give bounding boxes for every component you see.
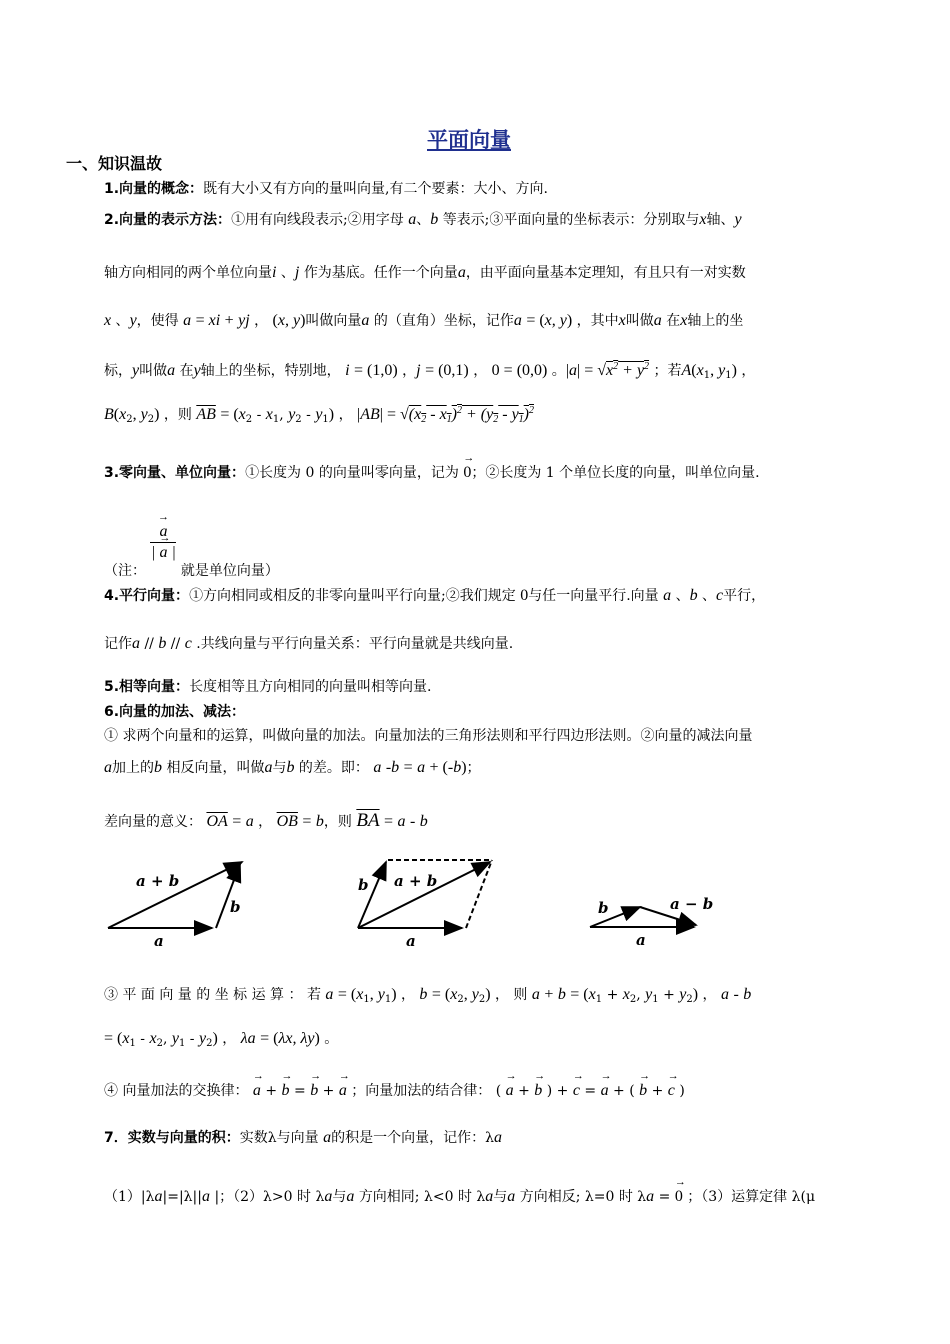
paragraph-zero-unit: 3.零向量、单位向量：①长度为 0 的向量叫零向量，记为 → 0；②长度为 1 个单位长度的向量，叫单位向量. [104,462,760,482]
section-heading: 一、知识温故 [66,154,163,173]
paragraph-parallel-2: 记作a // b // c .共线向量与平行向量关系：平行向量就是共线向量. [104,635,514,652]
diagram1-b-label: b [230,898,241,916]
paragraph-add-sub-2: a加上的b 相反向量，叫做a与b 的差。即： a -b = a + (-b)； [104,759,481,776]
paragraph-representation-4: 标，y叫做a 在y轴上的坐标，特别地， i = (1,0) ，j = (0,1) ， 0 = (0,0) 。$|a| = √x^2 + y^2$ ；若$A(x_1$, $y_1$) ， [104,361,756,381]
diagram1-sum-label: a + b [136,872,180,890]
paragraph-parallel-1: 4.平行向量：①方向相同或相反的非零向量叫平行向量;②我们规定 0与任一向量平行.向量 a 、b 、c平行， [104,587,766,604]
paragraph-representation-2: 轴方向相同的两个单位向量i 、j 作为基底。任作一个向量a，由平面向量基本定理知，有且只有一对实数 [104,264,746,281]
paragraph-add-sub-3: 差向量的意义： $\overline{OA} = a$ ， $\overline{OB} = b$，则 $\overline{BA} = a - b$ [104,810,428,831]
paragraph-concept: 1.向量的概念：既有大小又有方向的量叫向量,有二个要素：大小、方向. [104,181,548,197]
page-title: 平面向量 [427,128,511,152]
diagram1-a-label: a [154,932,164,950]
paragraph-commutative-associative: ④ 向量加法的交换律： → a + → b = → b + → a ；向量加法的结合律： ( → a + → b ) + → c = → a + ( → b + → c ) [104,1080,685,1100]
paragraph-scalar-2: （1）|λa|=|λ||a |；（2）λ>0 时 λa与a 方向相同; λ<0 时 λa与a 方向相反; λ=0 时 λa = → 0 ；（3）运算定律 λ(μ [104,1186,815,1206]
paragraph-scalar-1: 7．实数与向量的积：实数λ与向量 a的积是一个向量，记作：λa [104,1129,502,1146]
diagram3-diff-label: a − b [670,895,714,913]
paragraph-equal: 5.相等向量：长度相等且方向相同的向量叫相等向量. [104,679,432,695]
paragraph-representation-1: 2.向量的表示方法：①用有向线段表示;②用字母 a、b 等表示;③平面向量的坐标表示：分别取与x轴、y [104,211,742,228]
paragraph-coordinate-ops-2: = ($x_1 - x_2$, $y_1 - y_2$) ， λa = (λx, λy) 。 [104,1030,339,1049]
parallelogram-rule-diagram [350,850,510,950]
diagram2-a-label: a [406,932,416,950]
diagram3-a-label: a [636,931,646,949]
diagram3-b-label: b [598,899,609,917]
unit-vector-note: （注： → $\frac{a}{| \to a |}$ 就是单位向量） [104,543,279,582]
paragraph-add-sub-1: ① 求两个向量和的运算，叫做向量的加法。向量加法的三角形法则和平行四边形法则。②向量的减法向量 [104,728,753,744]
diagram2-sum-label: a + b [394,872,438,890]
paragraph-coordinate-ops-1: ③ 平 面 向 量 的 坐 标 运 算 ： 若 $a = (x_1$, $y_1$) ， $b = (x_2$, $y_2$) ， 则 $a + b = (x_1 + x_2$, $y_1 + y_2$) ， a - b [104,986,752,1005]
paragraph-add-sub-heading: 6.向量的加法、减法： [104,704,246,720]
subtraction-diagram [582,885,722,950]
triangle-rule-diagram [100,850,260,950]
paragraph-representation-5: $B(x_2$, $y_2$) ，则 $\overline{AB} = (x_2 - x_1$, $y_2 - y_1$) ， $|AB| = √(x_2 - x_1)^2 + (y_2 - y_1)^2$ [104,405,534,425]
paragraph-representation-3: x 、y，使得 a = xi + yj ， (x, y)叫做向量a 的（直角）坐标，记作a = (x, y) ，其中x叫做a 在x轴上的坐 [104,312,744,329]
diagram2-b-label: b [358,876,369,894]
